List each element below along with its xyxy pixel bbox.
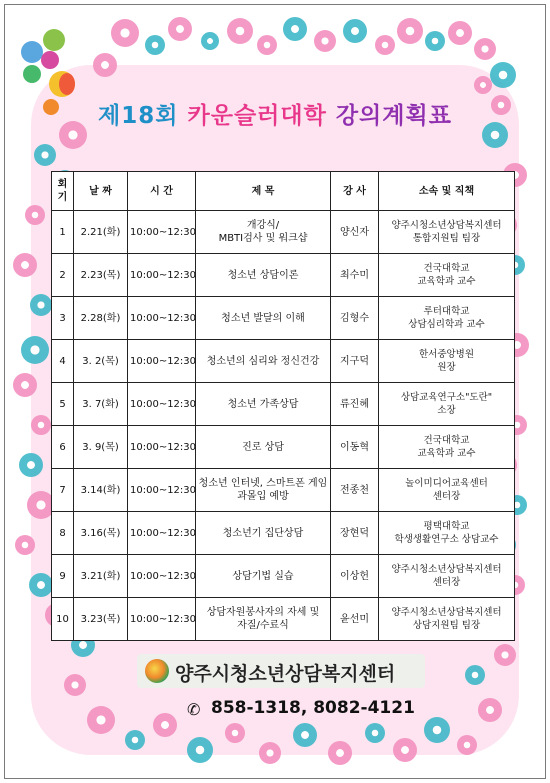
flower-decoration — [21, 336, 49, 364]
cell-session: 4 — [52, 340, 74, 383]
flower-decoration — [293, 723, 317, 747]
flower-decoration — [465, 665, 485, 685]
title-line: 진로 상담 — [242, 441, 284, 453]
flower-decoration — [111, 19, 139, 47]
flower-decoration — [31, 415, 51, 435]
flower-decoration — [490, 62, 516, 88]
flower-decoration — [153, 713, 177, 737]
affiliation-line: 양주시청소년상담복지센터 — [391, 220, 502, 231]
flower-decoration — [478, 698, 502, 722]
flower-decoration — [227, 18, 253, 44]
flower-decoration — [225, 723, 245, 743]
cell-date: 2.23(목) — [74, 254, 128, 297]
affiliation-line: 상담심리학과 교수 — [408, 319, 485, 330]
cell-session: 10 — [52, 598, 74, 641]
flower-decoration — [328, 741, 352, 765]
cell-session: 7 — [52, 469, 74, 512]
flower-decoration — [13, 373, 37, 397]
cell-title — [196, 469, 331, 512]
flower-decoration — [30, 294, 52, 316]
cell-title — [196, 340, 331, 383]
cell-affiliation — [379, 598, 515, 641]
cell-date: 3.21(화) — [74, 555, 128, 598]
table-row — [52, 383, 515, 426]
cell-title — [196, 426, 331, 469]
cell-session: 2 — [52, 254, 74, 297]
cell-time: 10:00~12:30 — [128, 254, 196, 297]
cell-time: 10:00~12:30 — [128, 340, 196, 383]
affiliation-line: 건국대학교 — [423, 263, 470, 274]
affiliation-line: 교육학과 교수 — [417, 276, 476, 287]
flower-decoration — [397, 18, 423, 44]
table-row — [52, 598, 515, 641]
cell-title — [196, 555, 331, 598]
cell-lecturer: 양신자 — [331, 211, 379, 254]
cell-title — [196, 254, 331, 297]
affiliation-line: 놀이미디어교육센터 — [405, 478, 488, 489]
header-session: 회기 — [52, 172, 74, 211]
flower-decoration — [34, 144, 56, 166]
cell-time: 10:00~12:30 — [128, 383, 196, 426]
cell-lecturer: 최수미 — [331, 254, 379, 297]
flower-decoration — [93, 53, 117, 77]
title-line: 자질/수료식 — [237, 620, 289, 631]
title-line: 상담자원봉사자의 자세 및 — [206, 607, 320, 618]
table-row — [52, 469, 515, 512]
table-row — [52, 555, 515, 598]
flower-decoration — [13, 253, 37, 277]
affiliation-line: 양주시청소년상담복지센터 — [391, 564, 502, 575]
cell-time: 10:00~12:30 — [128, 211, 196, 254]
flower-decoration — [448, 21, 472, 45]
center-name: 양주시청소년상담복지센터 — [175, 663, 396, 685]
cell-title — [196, 211, 331, 254]
cell-affiliation — [379, 297, 515, 340]
title-line: 개강식/ — [246, 220, 280, 231]
cell-lecturer: 김형수 — [331, 297, 379, 340]
flower-decoration — [25, 205, 45, 225]
flower-decoration — [145, 35, 165, 55]
table-row — [52, 297, 515, 340]
flower-decoration — [365, 723, 385, 743]
flower-decoration — [343, 19, 367, 43]
affiliation-line: 루터대학교 — [423, 306, 470, 317]
table-header-row — [52, 172, 515, 211]
header-date: 날 짜 — [74, 172, 128, 211]
cell-date: 3. 2(목) — [74, 340, 128, 383]
cell-time: 10:00~12:30 — [128, 555, 196, 598]
cell-time: 10:00~12:30 — [128, 512, 196, 555]
header-time: 시 간 — [128, 172, 196, 211]
center-logo-icon — [145, 659, 169, 683]
cell-affiliation — [379, 469, 515, 512]
cell-session: 1 — [52, 211, 74, 254]
cell-time: 10:00~12:30 — [128, 469, 196, 512]
cell-date: 2.28(화) — [74, 297, 128, 340]
affiliation-line: 한서중앙병원 — [418, 349, 475, 360]
cell-lecturer: 장현덕 — [331, 512, 379, 555]
title-line: 청소년 인터넷, 스마트폰 게임 — [198, 478, 328, 489]
flower-decoration — [201, 32, 219, 50]
flower-decoration — [187, 737, 213, 763]
cell-session: 8 — [52, 512, 74, 555]
flower-decoration — [424, 717, 450, 743]
title-line: 청소년의 심리와 정신건강 — [206, 355, 320, 367]
flower-decoration — [283, 17, 307, 41]
table-row — [52, 211, 515, 254]
cell-date: 3. 7(화) — [74, 383, 128, 426]
affiliation-line: 원장 — [437, 362, 456, 373]
affiliation-line: 건국대학교 — [423, 435, 470, 446]
title-line: 청소년 발달의 이해 — [221, 312, 305, 324]
cell-affiliation — [379, 383, 515, 426]
affiliation-line: 센터장 — [432, 491, 461, 502]
cell-affiliation — [379, 211, 515, 254]
flower-decoration — [457, 735, 477, 755]
cell-session: 3 — [52, 297, 74, 340]
affiliation-line: 교육학과 교수 — [417, 448, 476, 459]
table-row — [52, 512, 515, 555]
flower-decoration — [64, 674, 86, 696]
flower-decoration — [494, 644, 516, 666]
cell-time: 10:00~12:30 — [128, 426, 196, 469]
header-lecturer: 강 사 — [331, 172, 379, 211]
flower-decoration — [393, 738, 417, 762]
header-affiliation: 소속 및 직책 — [379, 172, 515, 211]
cell-title — [196, 598, 331, 641]
header-title: 제 목 — [196, 172, 331, 211]
cell-session: 6 — [52, 426, 74, 469]
affiliation-line: 센터장 — [432, 577, 461, 588]
flower-decoration — [259, 742, 281, 764]
cell-time: 10:00~12:30 — [128, 297, 196, 340]
title-line: MBTI검사 및 워크샵 — [218, 233, 308, 244]
cell-lecturer: 이동혁 — [331, 426, 379, 469]
cell-time: 10:00~12:30 — [128, 598, 196, 641]
cell-date: 3.23(목) — [74, 598, 128, 641]
cell-date: 2.21(화) — [74, 211, 128, 254]
cell-lecturer: 전종천 — [331, 469, 379, 512]
title-program: 카운슬러대학 — [187, 103, 327, 129]
flower-decoration — [125, 730, 145, 750]
flower-decoration — [425, 31, 445, 51]
affiliation-line: 상담교육연구소"도란" — [400, 392, 493, 403]
page-title — [5, 97, 545, 130]
cell-lecturer: 윤선미 — [331, 598, 379, 641]
title-line: 청소년 상담이론 — [227, 269, 299, 281]
flower-decoration — [87, 706, 115, 734]
affiliation-line: 학생생활연구소 상담교수 — [394, 534, 499, 545]
title-line: 상담기법 실습 — [232, 570, 294, 582]
phone-numbers: 858-1318, 8082-4121 — [211, 698, 415, 718]
table-row — [52, 254, 515, 297]
flower-decoration — [474, 76, 492, 94]
cell-lecturer: 류진혜 — [331, 383, 379, 426]
table-row — [52, 340, 515, 383]
flower-decoration — [168, 17, 192, 41]
cell-affiliation — [379, 254, 515, 297]
cell-affiliation — [379, 426, 515, 469]
cell-date: 3.16(목) — [74, 512, 128, 555]
cell-title — [196, 383, 331, 426]
affiliation-line: 양주시청소년상담복지센터 — [391, 607, 502, 618]
title-schedule: 강의계획표 — [335, 103, 452, 129]
lecture-schedule-table — [51, 171, 515, 641]
flower-decoration — [29, 573, 53, 597]
cell-session: 5 — [52, 383, 74, 426]
cell-affiliation — [379, 512, 515, 555]
title-line: 과몰입 예방 — [237, 491, 289, 502]
cell-affiliation — [379, 555, 515, 598]
affiliation-line: 통합지원팀 팀장 — [412, 233, 481, 244]
flower-decoration — [375, 35, 395, 55]
cell-date: 3. 9(목) — [74, 426, 128, 469]
affiliation-line: 상담지원팀 팀장 — [412, 620, 481, 631]
title-edition: 제18회 — [98, 103, 179, 129]
affiliation-line: 평택대학교 — [423, 521, 470, 532]
poster-frame — [4, 4, 546, 779]
flower-decoration — [314, 30, 336, 52]
flower-decoration — [19, 453, 43, 477]
cell-date: 3.14(화) — [74, 469, 128, 512]
cell-lecturer: 이상헌 — [331, 555, 379, 598]
cell-title — [196, 512, 331, 555]
title-line: 청소년기 집단상담 — [222, 527, 304, 539]
title-line: 청소년 가족상담 — [227, 398, 299, 410]
table-row — [52, 426, 515, 469]
affiliation-line: 소장 — [437, 405, 456, 416]
flower-decoration — [15, 535, 35, 555]
phone-icon: ✆ — [187, 700, 201, 719]
cell-lecturer: 지구덕 — [331, 340, 379, 383]
flower-decoration — [474, 38, 496, 60]
cell-affiliation — [379, 340, 515, 383]
cell-session: 9 — [52, 555, 74, 598]
cell-title — [196, 297, 331, 340]
flower-decoration — [257, 35, 277, 55]
